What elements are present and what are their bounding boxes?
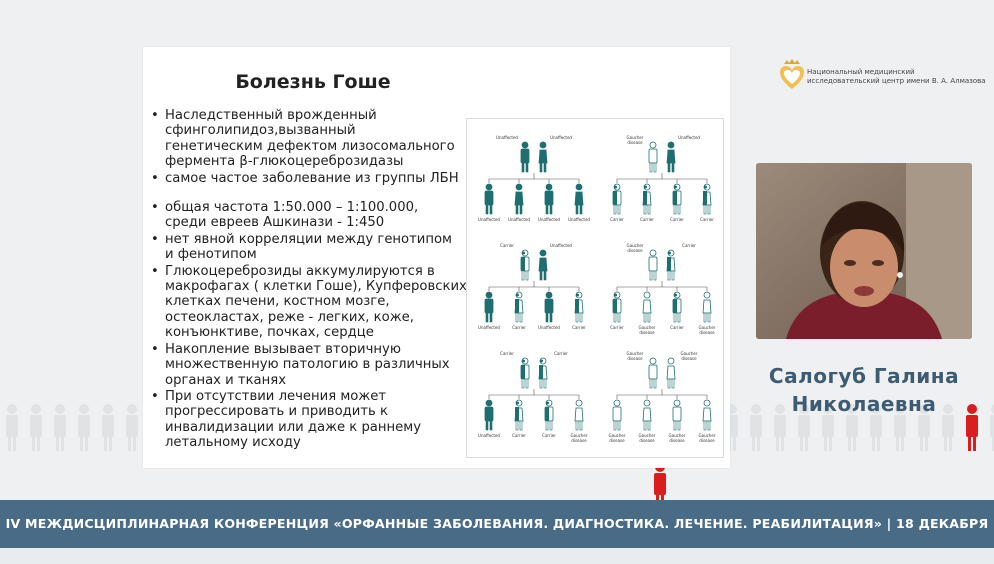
carrier-person-icon xyxy=(673,292,681,322)
person-label: disease xyxy=(699,438,715,443)
speaker-name xyxy=(756,362,972,418)
bullet-item: • Накопление вызывает вторичную множественную патологию в различных органах и тканях xyxy=(151,342,471,388)
person-label: disease xyxy=(639,438,655,443)
person-label: Carrier xyxy=(670,325,684,330)
person-label: Carrier xyxy=(572,325,586,330)
person-label: Carrier xyxy=(512,325,526,330)
person-label: Carrier xyxy=(700,217,714,222)
crowd-person-icon xyxy=(6,404,18,451)
person-label: disease xyxy=(699,330,715,335)
carrier-person-icon xyxy=(643,184,651,214)
crowd-person-icon xyxy=(30,404,42,451)
person-label: Gaucher xyxy=(626,135,644,140)
person-label: Carrier xyxy=(610,217,624,222)
person-label: Gaucher xyxy=(608,433,626,438)
carrier-person-icon xyxy=(515,292,523,322)
gaucher-person-icon xyxy=(673,400,681,430)
unaffected-person-icon xyxy=(485,400,493,430)
bullet-list xyxy=(151,108,471,452)
person-label: Carrier xyxy=(500,243,514,248)
bullet-item: • Глюкоцереброзиды аккумулируются в макрофагах ( клетки Гоше), Купферовских клетках печени, костном мозге, остеокластах, реже - легких, коже, конъюнктиве, почках, сердце xyxy=(151,264,471,341)
carrier-person-icon xyxy=(703,184,711,214)
carrier-person-icon xyxy=(515,400,523,430)
person-label: Unaffected xyxy=(538,217,560,222)
person-label: Gaucher xyxy=(638,325,656,330)
conference-banner xyxy=(0,500,994,548)
gaucher-person-icon xyxy=(703,400,711,430)
pedigree-panel xyxy=(610,135,714,222)
banner-text: IV МЕЖДИСЦИПЛИНАРНАЯ КОНФЕРЕНЦИЯ «ОРФАННЫЕ ЗАБОЛЕВАНИЯ. ДИАГНОСТИКА. ЛЕЧЕНИЕ. РЕАБИЛИТАЦИЯ» | 18 ДЕКАБРЯ xyxy=(5,516,989,531)
person-label: Gaucher xyxy=(626,243,644,248)
unaffected-person-icon xyxy=(539,250,547,280)
person-label: Gaucher xyxy=(698,325,716,330)
slide-title: Болезнь Гоше xyxy=(235,71,391,93)
gaucher-person-icon xyxy=(613,400,621,430)
bullet-item: • Наследственный врожденный сфинголипидоз,вызванный генетическим дефектом лизосомального фермента β-глюкоцереброзидазы xyxy=(151,108,471,170)
pedigree-panel xyxy=(478,135,590,222)
person-label: disease xyxy=(571,438,587,443)
person-label: Carrier xyxy=(542,433,556,438)
bullet-item: • общая частота 1:50.000 – 1:100.000, среди евреев Ашкинази - 1:450 xyxy=(151,200,471,231)
person-label: disease xyxy=(669,438,685,443)
person-label: Unaffected xyxy=(508,217,530,222)
person-label: Carrier xyxy=(670,217,684,222)
person-label: Gaucher xyxy=(570,433,588,438)
gaucher-person-icon xyxy=(649,142,657,172)
person-label: Carrier xyxy=(610,325,624,330)
unaffected-person-icon xyxy=(545,184,553,214)
speaker-second-line: Николаевна xyxy=(791,392,937,416)
person-label: Carrier xyxy=(512,433,526,438)
unaffected-person-icon xyxy=(545,292,553,322)
crowd-person-icon xyxy=(78,404,90,451)
gaucher-person-icon xyxy=(575,400,583,430)
person-label: Unaffected xyxy=(478,217,500,222)
person-label: Gaucher xyxy=(668,433,686,438)
unaffected-person-icon xyxy=(485,184,493,214)
person-label: disease xyxy=(627,356,643,361)
person-label: Unaffected xyxy=(538,325,560,330)
person-label: Gaucher xyxy=(698,433,716,438)
person-label: Carrier xyxy=(554,351,568,356)
gaucher-person-icon xyxy=(643,292,651,322)
presentation-slide xyxy=(143,47,730,468)
logo-line-1: Национальный медицинский xyxy=(807,68,915,76)
inheritance-diagram xyxy=(466,118,724,458)
carrier-person-icon xyxy=(667,250,675,280)
person-label: Unaffected xyxy=(478,325,500,330)
unaffected-person-icon xyxy=(539,142,547,172)
person-label: Gaucher xyxy=(638,433,656,438)
unaffected-person-icon xyxy=(521,142,529,172)
person-label: Unaffected xyxy=(678,135,700,140)
person-label: Unaffected xyxy=(496,135,518,140)
carrier-person-icon xyxy=(521,358,529,388)
unaffected-person-icon xyxy=(575,184,583,214)
bullet-item: • При отсутствии лечения может прогрессировать и приводить к инвалидизации или даже к раннему летальному исходу xyxy=(151,389,471,451)
gaucher-person-icon xyxy=(643,400,651,430)
crowd-person-icon xyxy=(126,404,138,451)
speaker-video xyxy=(756,163,972,339)
logo-line-2: исследовательский центр имени В. А. Алмазова xyxy=(807,77,986,85)
person-label: Unaffected xyxy=(550,135,572,140)
pedigree-panel xyxy=(610,243,716,335)
person-label: Gaucher xyxy=(626,351,644,356)
carrier-person-icon xyxy=(575,292,583,322)
gaucher-person-icon xyxy=(667,358,675,388)
person-label: Carrier xyxy=(500,351,514,356)
heart-crown-icon xyxy=(779,58,805,92)
bullet-item: • нет явной корреляции между генотипом и фенотипом xyxy=(151,232,471,263)
logo-text xyxy=(807,68,986,86)
unaffected-person-icon xyxy=(485,292,493,322)
person-label: disease xyxy=(627,140,643,145)
pedigree-panel xyxy=(478,243,586,330)
carrier-person-icon xyxy=(613,292,621,322)
gaucher-person-icon xyxy=(703,292,711,322)
person-label: Unaffected xyxy=(550,243,572,248)
carrier-person-icon xyxy=(673,184,681,214)
person-label: Unaffected xyxy=(568,217,590,222)
gaucher-person-icon xyxy=(649,358,657,388)
person-label: Gaucher xyxy=(680,351,698,356)
pedigree-panel xyxy=(478,351,588,443)
unaffected-person-icon xyxy=(515,184,523,214)
carrier-person-icon xyxy=(521,250,529,280)
institution-logo xyxy=(779,58,986,94)
footer-strip xyxy=(0,548,994,564)
carrier-person-icon xyxy=(613,184,621,214)
speaker-portrait xyxy=(756,163,972,339)
person-label: disease xyxy=(609,438,625,443)
person-label: Unaffected xyxy=(478,433,500,438)
gaucher-person-icon xyxy=(649,250,657,280)
crowd-person-icon xyxy=(990,404,994,451)
person-label: Carrier xyxy=(682,243,696,248)
person-label: disease xyxy=(627,248,643,253)
crowd-person-icon xyxy=(102,404,114,451)
unaffected-person-icon xyxy=(667,142,675,172)
carrier-person-icon xyxy=(545,400,553,430)
person-label: Carrier xyxy=(640,217,654,222)
person-label: disease xyxy=(639,330,655,335)
pedigree-panel xyxy=(609,351,716,443)
speaker-first-line: Салогуб Галина xyxy=(768,364,960,388)
carrier-person-icon xyxy=(539,358,547,388)
person-label: disease xyxy=(681,356,697,361)
crowd-person-icon xyxy=(54,404,66,451)
bullet-item: • самое частое заболевание из группы ЛБН xyxy=(151,171,471,186)
